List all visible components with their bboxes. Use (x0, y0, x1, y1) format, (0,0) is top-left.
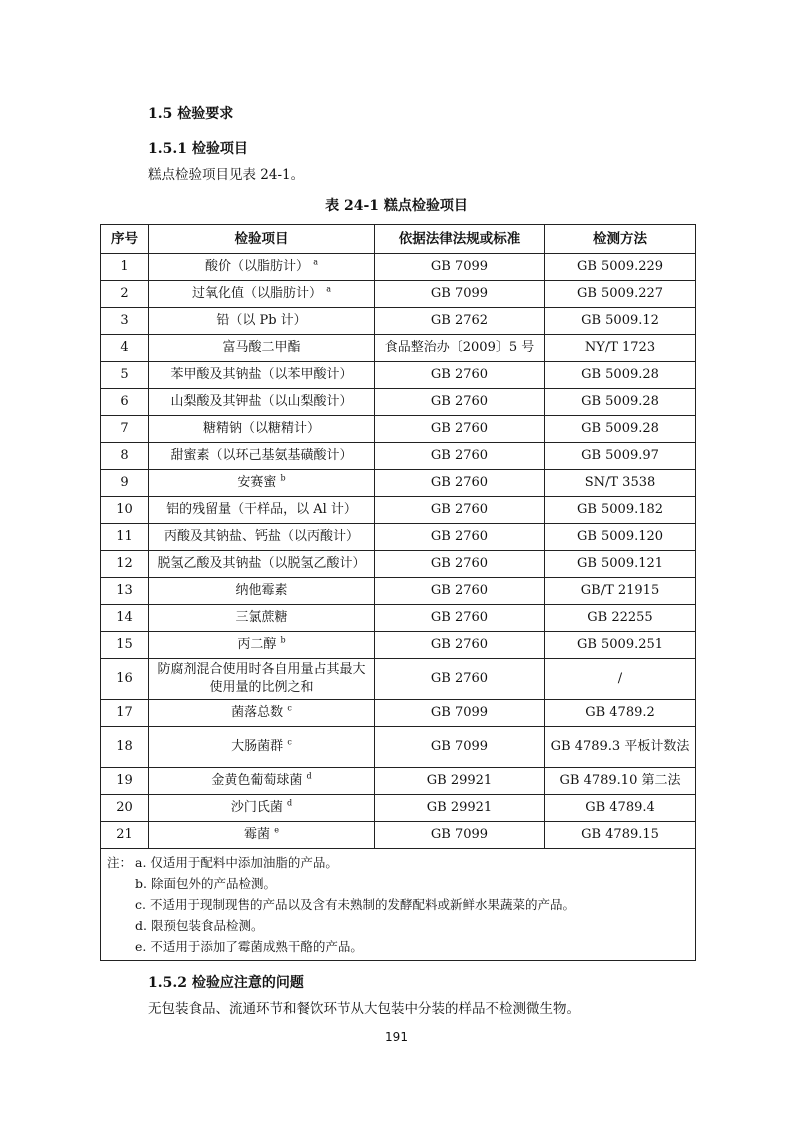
cell-method-text: GB 5009.28 (581, 421, 659, 436)
cell-method (545, 443, 696, 470)
cell-method (545, 605, 696, 632)
cell-method (545, 578, 696, 605)
cell-method-text: GB 4789.3 平板计数法 (550, 739, 690, 754)
cell-method-text: GB 5009.120 (576, 529, 664, 544)
table-row (101, 443, 696, 470)
cell-item (149, 362, 375, 389)
cell-item-text: 丙酸及其钠盐、钙盐（以丙酸计） (163, 529, 359, 544)
cell-no-text: 16 (116, 671, 133, 686)
note-c: c. 不适用于现制现售的产品以及含有未熟制的发酵配料或新鲜水果蔬菜的产品。 (135, 897, 575, 912)
cell-no-text: 14 (116, 610, 133, 625)
cell-no (101, 632, 149, 659)
table-row (101, 578, 696, 605)
cell-law-text: GB 2762 (430, 313, 489, 328)
cell-method-text: GB 5009.229 (576, 259, 664, 274)
table-row (101, 254, 696, 281)
cell-item-text: 纳他霉素 (235, 583, 288, 598)
cell-no-text: 12 (116, 556, 133, 571)
table-row (101, 362, 696, 389)
cell-item-text: 脱氢乙酸及其钠盐（以脱氢乙酸计） (157, 556, 366, 571)
cell-item-text: 山梨酸及其钾盐（以山梨酸计） (170, 394, 353, 409)
cell-item (149, 700, 375, 727)
cell-method (545, 524, 696, 551)
table-row (101, 659, 696, 700)
table-row (101, 470, 696, 497)
cell-no-text: 19 (116, 773, 133, 788)
cell-method-text: GB 22255 (587, 610, 653, 625)
cell-item-text: 防腐剂混合使用时各自用量占其最大使用量的比例之和 (157, 662, 366, 695)
cell-law-text: GB 2760 (430, 475, 489, 490)
cell-item-text: 金黄色葡萄球菌 (211, 773, 303, 788)
cell-no (101, 822, 149, 849)
cell-method (545, 335, 696, 362)
cell-item (149, 308, 375, 335)
table-header-row (101, 225, 696, 254)
cell-method-text: GB 4789.4 (585, 800, 655, 815)
cell-law (375, 524, 545, 551)
cell-method-text: GB 5009.28 (581, 367, 659, 382)
cell-method (545, 700, 696, 727)
cell-no (101, 727, 149, 768)
cell-law (375, 768, 545, 795)
cell-no (101, 416, 149, 443)
footnote-marker: e (274, 825, 279, 835)
cell-item (149, 551, 375, 578)
cell-method-text: GB 5009.251 (576, 637, 664, 652)
cell-method-text: GB 5009.121 (576, 556, 664, 571)
cell-law-text: GB 7099 (430, 827, 489, 842)
cell-method-text: GB/T 21915 (580, 583, 660, 598)
cell-no (101, 254, 149, 281)
cell-method (545, 362, 696, 389)
cell-method-text: GB 5009.97 (581, 448, 659, 463)
cell-method (545, 254, 696, 281)
cell-method-text: GB 4789.10 第二法 (559, 773, 681, 788)
cell-law-text: GB 2760 (430, 529, 489, 544)
cell-method-text: SN/T 3538 (584, 475, 656, 490)
table-row (101, 389, 696, 416)
cell-method (545, 727, 696, 768)
cell-method-text: GB 4789.15 (581, 827, 659, 842)
cell-law-text: GB 2760 (430, 448, 489, 463)
cell-law (375, 416, 545, 443)
cell-law-text: 食品整治办〔2009〕5 号 (384, 340, 535, 355)
table-row (101, 281, 696, 308)
cell-method (545, 551, 696, 578)
cell-method (545, 308, 696, 335)
cell-method (545, 659, 696, 700)
cell-law (375, 727, 545, 768)
table-row (101, 335, 696, 362)
section-heading: 1.5 检验要求 (148, 106, 234, 122)
cell-no (101, 443, 149, 470)
cell-law-text: GB 2760 (430, 367, 489, 382)
cell-law (375, 659, 545, 700)
cell-law (375, 443, 545, 470)
cell-item (149, 443, 375, 470)
cell-item (149, 335, 375, 362)
footnote-marker: c (287, 737, 292, 747)
cell-law (375, 335, 545, 362)
cell-law-text: GB 2760 (430, 671, 489, 686)
page-number: 191 (385, 1030, 408, 1044)
cell-item (149, 497, 375, 524)
cell-no (101, 281, 149, 308)
cell-no-text: 7 (120, 421, 129, 436)
table-row (101, 700, 696, 727)
cell-item-text: 丙二醇 (237, 637, 277, 652)
cell-law-text: GB 29921 (426, 800, 493, 815)
cell-method (545, 632, 696, 659)
header-method: 检测方法 (545, 225, 696, 254)
cell-law-text: GB 7099 (430, 739, 489, 754)
cell-item (149, 524, 375, 551)
cell-no-text: 15 (116, 637, 133, 652)
note-e: e. 不适用于添加了霉菌成熟干酪的产品。 (135, 939, 363, 954)
footnote-marker: a (326, 284, 331, 294)
table-caption: 表 24-1 糕点检验项目 (325, 198, 468, 214)
cell-law (375, 254, 545, 281)
cell-no (101, 795, 149, 822)
cell-no-text: 3 (120, 313, 129, 328)
cell-method (545, 497, 696, 524)
cell-method (545, 795, 696, 822)
table-row (101, 795, 696, 822)
cell-no-text: 9 (120, 475, 129, 490)
cell-item (149, 578, 375, 605)
table-row (101, 727, 696, 768)
cell-item (149, 822, 375, 849)
footnote-marker: d (287, 798, 293, 808)
cell-item (149, 605, 375, 632)
cell-no (101, 524, 149, 551)
cell-no-text: 18 (116, 739, 133, 754)
table-notes (101, 849, 696, 961)
footnote-marker: b (280, 473, 286, 483)
subsection-heading-notes: 1.5.2 检验应注意的问题 (148, 975, 304, 991)
note-a: a. 仅适用于配料中添加油脂的产品。 (135, 855, 338, 870)
cell-no-text: 10 (116, 502, 133, 517)
cell-item-text: 霉菌 (244, 827, 271, 842)
cell-item (149, 795, 375, 822)
cell-item-text: 过氧化值（以脂肪计） (192, 286, 323, 301)
header-no: 序号 (101, 225, 149, 254)
cell-item-text: 酸价（以脂肪计） (205, 259, 310, 274)
cell-no-text: 8 (120, 448, 129, 463)
cell-no (101, 605, 149, 632)
cell-no-text: 4 (120, 340, 129, 355)
cell-method-text: GB 5009.182 (576, 502, 664, 517)
footnote-marker: d (306, 771, 312, 781)
cell-no-text: 21 (116, 827, 133, 842)
cell-item-text: 苯甲酸及其钠盐（以苯甲酸计） (170, 367, 353, 382)
cell-no-text: 2 (120, 286, 129, 301)
cell-no-text: 1 (120, 259, 129, 274)
header-item: 检验项目 (149, 225, 375, 254)
cell-item-text: 糖精钠（以糖精计） (202, 421, 320, 436)
cell-item (149, 659, 375, 700)
footnote-marker: c (287, 703, 292, 713)
notes-row (101, 849, 696, 961)
cell-item-text: 大肠菌群 (231, 739, 284, 754)
table-row (101, 822, 696, 849)
cell-law-text: GB 2760 (430, 502, 489, 517)
cell-method-text: NY/T 1723 (584, 340, 656, 355)
cell-item (149, 281, 375, 308)
cell-law (375, 362, 545, 389)
table-row (101, 632, 696, 659)
cell-no-text: 20 (116, 800, 133, 815)
table-row (101, 497, 696, 524)
cell-law (375, 308, 545, 335)
cell-law (375, 389, 545, 416)
cell-law (375, 497, 545, 524)
cell-no (101, 335, 149, 362)
notes-paragraph: 无包装食品、流通环节和餐饮环节从大包装中分装的样品不检测微生物。 (148, 1001, 580, 1017)
cell-method (545, 822, 696, 849)
cell-no (101, 551, 149, 578)
cell-item (149, 389, 375, 416)
cell-law-text: GB 2760 (430, 637, 489, 652)
cell-method (545, 768, 696, 795)
cell-no (101, 470, 149, 497)
cell-method (545, 389, 696, 416)
cell-no-text: 11 (116, 529, 133, 544)
cell-method-text: GB 5009.28 (581, 394, 659, 409)
footnote-marker: b (280, 635, 286, 645)
table-row (101, 308, 696, 335)
cell-method-text: GB 4789.2 (585, 705, 655, 720)
intro-paragraph: 糕点检验项目见表 24-1。 (148, 167, 305, 183)
cell-no (101, 389, 149, 416)
cell-method-text: GB 5009.227 (576, 286, 664, 301)
cell-law-text: GB 7099 (430, 286, 489, 301)
cell-item (149, 768, 375, 795)
note-d: d. 限预包装食品检测。 (135, 918, 264, 933)
cell-item-text: 菌落总数 (231, 705, 284, 720)
cell-law-text: GB 2760 (430, 394, 489, 409)
cell-item (149, 254, 375, 281)
cell-method-text: GB 5009.12 (581, 313, 659, 328)
footnote-marker: a (313, 257, 318, 267)
cell-no (101, 308, 149, 335)
subsection-heading-items: 1.5.1 检验项目 (148, 141, 248, 157)
cell-no (101, 362, 149, 389)
cell-law-text: GB 29921 (426, 773, 493, 788)
cell-law (375, 632, 545, 659)
cell-no (101, 497, 149, 524)
cell-law (375, 281, 545, 308)
cell-item-text: 安赛蜜 (237, 475, 277, 490)
table-row (101, 768, 696, 795)
inspection-items-table (100, 224, 696, 961)
cell-law-text: GB 7099 (430, 259, 489, 274)
cell-method (545, 416, 696, 443)
cell-no (101, 578, 149, 605)
cell-item-text: 甜蜜素（以环己基氨基磺酸计） (170, 448, 353, 463)
cell-law (375, 470, 545, 497)
table-row (101, 605, 696, 632)
cell-no-text: 17 (116, 705, 133, 720)
cell-item-text: 沙门氏菌 (230, 800, 283, 815)
cell-item (149, 632, 375, 659)
cell-item (149, 727, 375, 768)
cell-law (375, 822, 545, 849)
cell-no (101, 768, 149, 795)
cell-item-text: 铝的残留量（干样品，以 Al 计） (166, 502, 357, 517)
cell-law (375, 578, 545, 605)
cell-item (149, 416, 375, 443)
cell-law (375, 795, 545, 822)
cell-item-text: 富马酸二甲酯 (222, 340, 301, 355)
cell-law-text: GB 2760 (430, 556, 489, 571)
cell-item-text: 铅（以 Pb 计） (216, 313, 307, 328)
cell-law-text: GB 2760 (430, 610, 489, 625)
header-law: 依据法律法规或标准 (375, 225, 545, 254)
table-row (101, 524, 696, 551)
note-b: b. 除面包外的产品检测。 (135, 876, 276, 891)
cell-no-text: 5 (120, 367, 129, 382)
cell-law-text: GB 2760 (430, 421, 489, 436)
cell-method (545, 470, 696, 497)
cell-law (375, 700, 545, 727)
cell-law (375, 551, 545, 578)
cell-method-text: / (617, 671, 623, 686)
table-row (101, 416, 696, 443)
cell-no-text: 6 (120, 394, 129, 409)
cell-no (101, 659, 149, 700)
cell-item-text: 三氯蔗糖 (235, 610, 288, 625)
cell-law-text: GB 2760 (430, 583, 489, 598)
table-row (101, 551, 696, 578)
cell-no (101, 700, 149, 727)
cell-no-text: 13 (116, 583, 133, 598)
cell-item (149, 470, 375, 497)
cell-method (545, 281, 696, 308)
cell-law-text: GB 7099 (430, 705, 489, 720)
cell-law (375, 605, 545, 632)
notes-prefix: 注： (107, 855, 133, 870)
